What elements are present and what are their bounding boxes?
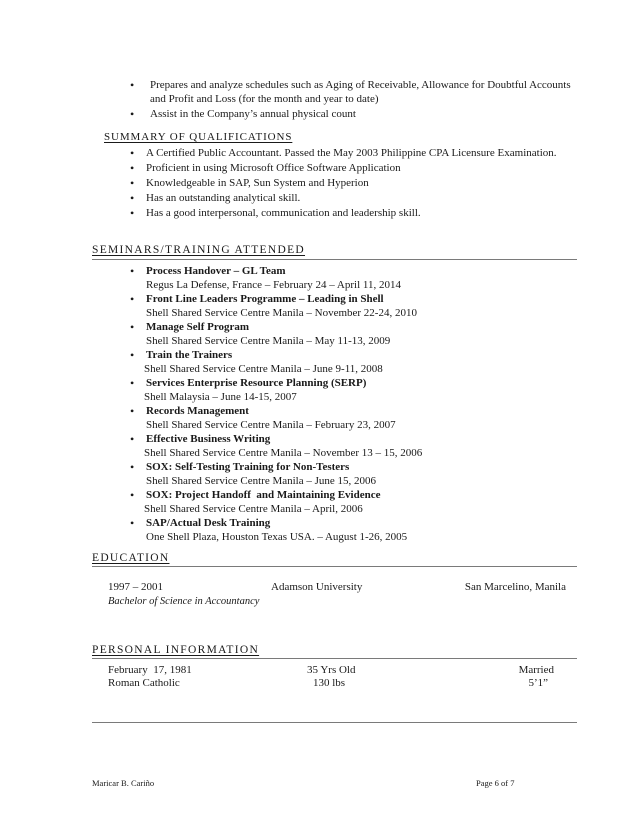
education-years: 1997 – 2001 — [108, 581, 163, 593]
bullet-icon: • — [130, 161, 135, 175]
seminar-title: Effective Business Writing — [146, 433, 271, 445]
footer-name: Maricar B. Cariño — [92, 778, 155, 788]
summary-heading: SUMMARY OF QUALIFICATIONS — [104, 131, 293, 143]
seminar-title: Services Enterprise Resource Planning (SERP) — [146, 377, 367, 389]
education-school: Adamson University — [271, 581, 363, 593]
bullet-icon: • — [130, 488, 135, 502]
seminar-detail: Shell Malaysia – June 14-15, 2007 — [144, 391, 297, 403]
bullet-icon: • — [130, 264, 135, 278]
seminar-detail: Shell Shared Service Centre Manila – June 9-11, 2008 — [144, 363, 383, 375]
religion: Roman Catholic — [108, 677, 180, 689]
bullet-icon: • — [130, 320, 135, 334]
seminar-detail: Shell Shared Service Centre Manila – November 22-24, 2010 — [146, 307, 417, 319]
seminar-detail: Shell Shared Service Centre Manila – February 23, 2007 — [146, 419, 396, 431]
seminar-title: Manage Self Program — [146, 321, 250, 333]
civil-status: Married — [518, 664, 554, 676]
qualification-item: Has a good interpersonal, communication and leadership skill. — [146, 207, 421, 219]
personal-heading: PERSONAL INFORMATION — [92, 644, 260, 656]
section-divider — [92, 658, 577, 659]
duty-item: Prepares and analyze schedules such as Aging of Receivable, Allowance for Doubtful Accounts — [150, 79, 571, 91]
qualification-item: Knowledgeable in SAP, Sun System and Hyperion — [146, 177, 369, 189]
bullet-icon: • — [130, 404, 135, 418]
bullet-icon: • — [130, 292, 135, 306]
section-divider — [92, 259, 577, 260]
qualification-item: Proficient in using Microsoft Office Software Application — [146, 162, 401, 174]
education-degree: Bachelor of Science in Accountancy — [108, 596, 260, 607]
bullet-icon: • — [130, 206, 135, 220]
qualification-item: Has an outstanding analytical skill. — [146, 192, 301, 204]
seminar-title: Process Handover – GL Team — [146, 265, 286, 277]
seminar-detail: One Shell Plaza, Houston Texas USA. – August 1-26, 2005 — [146, 531, 408, 543]
bullet-icon: • — [130, 107, 135, 121]
section-divider — [92, 722, 577, 723]
duty-item: Assist in the Company’s annual physical count — [150, 108, 356, 120]
bullet-icon: • — [130, 460, 135, 474]
bullet-icon: • — [130, 146, 135, 160]
birthdate: February 17, 1981 — [108, 664, 192, 676]
qualification-item: A Certified Public Accountant. Passed the May 2003 Philippine CPA Licensure Examination. — [146, 147, 557, 159]
seminars-heading: SEMINARS/TRAINING ATTENDED — [92, 244, 306, 256]
seminar-title: SOX: Self-Testing Training for Non-Testers — [146, 461, 350, 473]
education-heading: EDUCATION — [92, 552, 170, 564]
bullet-icon: • — [130, 348, 135, 362]
bullet-icon: • — [130, 176, 135, 190]
weight: 130 lbs — [313, 677, 346, 689]
bullet-icon: • — [130, 516, 135, 530]
bullet-icon: • — [130, 432, 135, 446]
seminar-title: SAP/Actual Desk Training — [146, 517, 271, 529]
seminar-title: Records Management — [146, 405, 249, 417]
bullet-icon: • — [130, 191, 135, 205]
seminar-detail: Shell Shared Service Centre Manila – May 11-13, 2009 — [146, 335, 391, 347]
seminar-detail: Shell Shared Service Centre Manila – April, 2006 — [144, 503, 363, 515]
seminar-title: Front Line Leaders Programme – Leading in Shell — [146, 293, 384, 305]
section-divider — [92, 566, 577, 567]
bullet-icon: • — [130, 376, 135, 390]
footer-page-number: Page 6 of 7 — [476, 778, 515, 788]
education-location: San Marcelino, Manila — [464, 581, 566, 593]
seminar-detail: Regus La Defense, France – February 24 – April 11, 2014 — [146, 279, 401, 291]
seminar-detail: Shell Shared Service Centre Manila – November 13 – 15, 2006 — [144, 447, 423, 459]
duty-item-continuation: and Profit and Loss (for the month and year to date) — [150, 93, 379, 105]
seminar-title: SOX: Project Handoff and Maintaining Evidence — [146, 489, 381, 501]
bullet-icon: • — [130, 78, 135, 92]
height: 5’1” — [528, 677, 548, 689]
age: 35 Yrs Old — [307, 664, 356, 676]
seminar-detail: Shell Shared Service Centre Manila – June 15, 2006 — [146, 475, 377, 487]
seminar-title: Train the Trainers — [146, 349, 233, 361]
